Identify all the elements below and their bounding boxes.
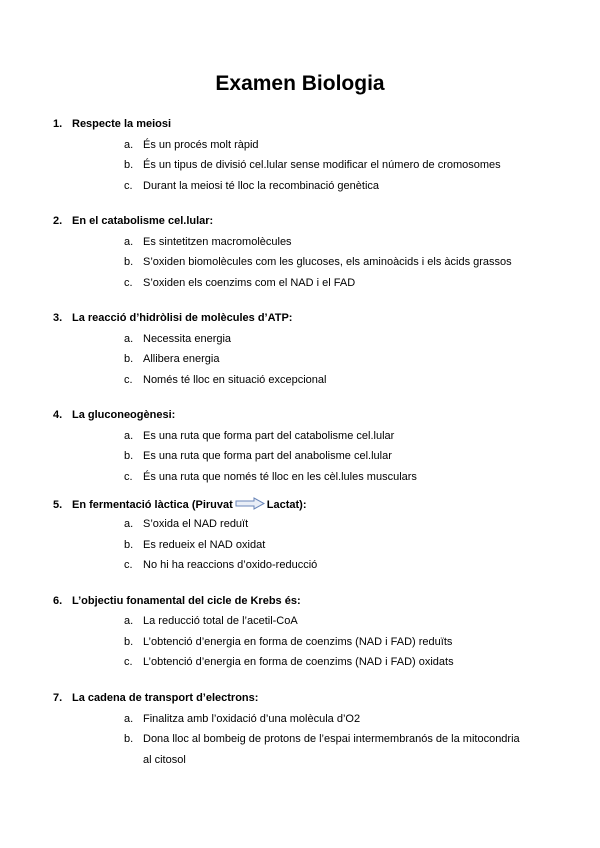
option-text: Es una ruta que forma part del catabolisme cel.lular [143,430,395,442]
option-text: L’obtenció d’energia en forma de coenzims (NAD i FAD) oxidats [143,656,454,668]
question-number: 5. [53,499,63,511]
option-1c [124,180,379,192]
option-text: Només té lloc en situació excepcional [143,374,327,386]
option-7b [124,733,520,745]
option-6c [124,656,454,668]
option-6a [124,615,298,627]
question-text: La cadena de transport d’electrons: [72,692,259,704]
option-text: S’oxida el NAD reduït [143,518,249,530]
option-text: És una ruta que només té lloc en les cèl.lules musculars [143,471,417,483]
option-text: És un procés molt ràpid [143,139,259,151]
option-letter: a. [124,713,134,725]
option-letter: a. [124,615,134,627]
question-number: 2. [53,215,63,227]
question-2 [53,215,213,227]
option-text: És un tipus de divisió cel.lular sense modificar el número de cromosomes [143,159,501,171]
option-letter: a. [124,236,134,248]
option-text: S’oxiden els coenzims com el NAD i el FAD [143,277,356,289]
question-text-after: Lactat): [266,499,307,511]
option-5a [124,518,248,530]
option-5b [124,539,265,551]
option-4c [124,471,417,483]
option-5c [124,559,317,571]
question-number: 4. [53,409,63,421]
option-letter: b. [124,159,134,171]
option-2a [124,236,292,248]
question-text: La gluconeogènesi: [72,409,176,421]
option-letter: b. [124,256,134,268]
option-text: La reducció total de l’acetil-CoA [143,615,298,627]
option-letter: b. [124,636,134,648]
option-3a [124,333,231,345]
option-4a [124,430,394,442]
question-text: L’objectiu fonamental del cicle de Krebs és: [72,595,301,607]
option-6b [124,636,452,648]
option-text: Allibera energia [143,353,220,365]
option-letter: c. [124,656,133,668]
option-text: Finalitza amb l’oxidació d’una molècula d’O2 [143,713,361,725]
option-text: S’oxiden biomolècules com les glucoses, els aminoàcids i els àcids grassos [143,256,512,268]
question-6 [53,595,301,607]
option-text: Durant la meiosi té lloc la recombinació genètica [143,180,380,192]
option-text: L’obtenció d’energia en forma de coenzims (NAD i FAD) reduïts [143,636,453,648]
option-1b [124,159,501,171]
option-1a [124,139,259,151]
option-letter: c. [124,180,133,192]
option-letter: a. [124,430,134,442]
option-2b [124,256,512,268]
option-text: No hi ha reaccions d’oxido-reducció [143,559,318,571]
option-letter: a. [124,333,134,345]
option-3c [124,374,326,386]
question-3 [53,312,292,324]
question-text: En el catabolisme cel.lular: [72,215,214,227]
option-3b [124,353,219,365]
option-letter: b. [124,539,134,551]
question-number: 6. [53,595,63,607]
question-4 [53,409,175,421]
question-number: 1. [53,118,63,130]
option-4b [124,450,392,462]
question-number: 7. [53,692,63,704]
page-title: Examen Biologia [215,72,385,95]
option-text: Es sintetitzen macromolècules [143,236,292,248]
question-7 [53,692,258,704]
option-text: al citosol [143,754,186,766]
option-letter: c. [124,559,133,571]
option-text: Es una ruta que forma part del anabolisme cel.lular [143,450,392,462]
question-text-before: En fermentació làctica (Piruvat [72,499,233,511]
option-letter: c. [124,374,133,386]
question-5 [53,497,307,513]
option-text: Necessita energia [143,333,232,345]
question-1 [53,118,171,130]
option-letter: b. [124,733,134,745]
option-letter: c. [124,471,133,483]
option-letter: c. [124,277,133,289]
arrow-right-icon [235,497,265,513]
option-7a [124,713,360,725]
option-7b-continuation [143,754,186,766]
option-letter: b. [124,353,134,365]
option-letter: a. [124,139,134,151]
question-number: 3. [53,312,63,324]
option-letter: a. [124,518,134,530]
option-text: Es redueix el NAD oxidat [143,539,266,551]
option-text: Dona lloc al bombeig de protons de l’espai intermembranós de la mitocondria [143,733,520,745]
option-2c [124,277,355,289]
option-letter: b. [124,450,134,462]
question-text: Respecte la meiosi [72,118,172,130]
question-text: La reacció d’hidròlisi de molècules d’ATP: [72,312,293,324]
